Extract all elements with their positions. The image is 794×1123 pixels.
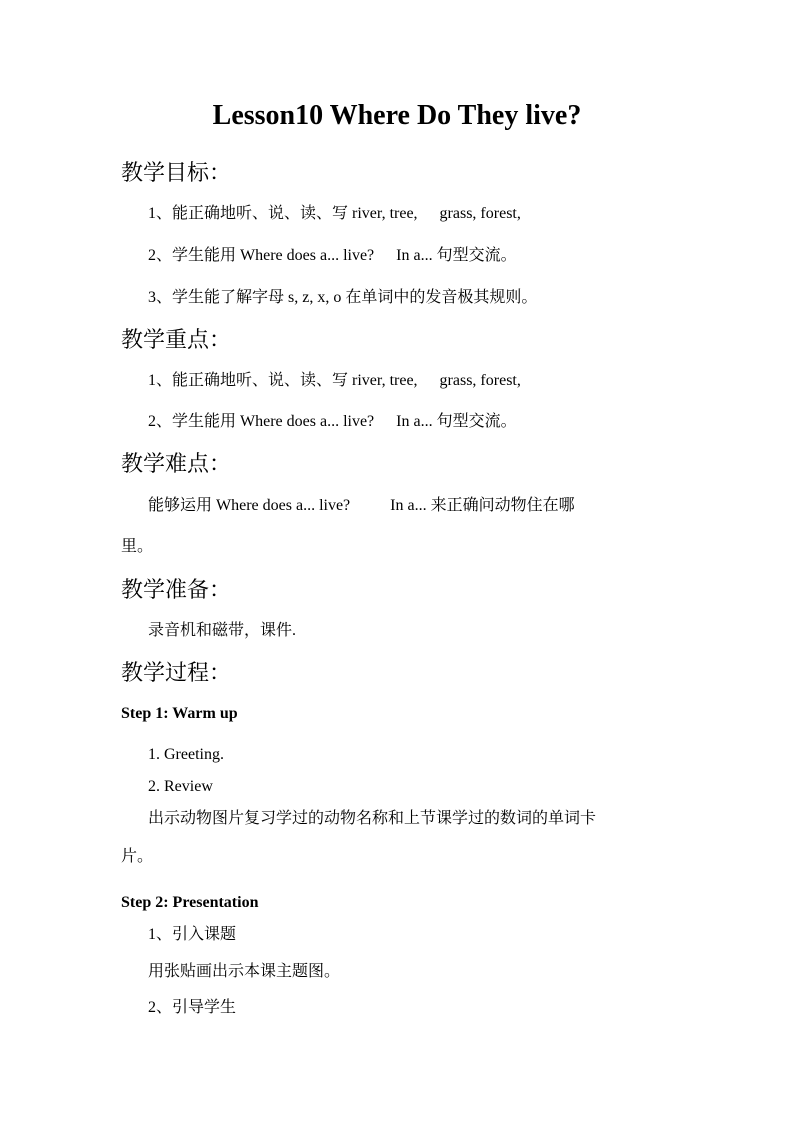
step-1-item-2: 2. Review [148, 778, 213, 795]
difficulty-line-1 [148, 494, 575, 518]
objective-item-2-b: In a... 句型交流。 [396, 247, 517, 264]
step-2-item-3: 2、引导学生 [148, 999, 237, 1016]
step-1-title: Step 1: Warm up [121, 705, 238, 722]
process-heading: 教学过程： [121, 660, 232, 685]
objective-item-1 [148, 202, 521, 226]
step-1-text-line-1: 出示动物图片复习学过的动物名称和上节课学过的数词的单词卡 [148, 810, 597, 827]
objective-item-3: 3、学生能了解字母 s, z, x, o 在单词中的发音极其规则。 [148, 289, 538, 306]
key-point-item-1-a: 1、能正确地听、说、读、写 river, tree, [148, 372, 418, 389]
objective-item-1-b: grass, forest, [439, 205, 521, 222]
objectives-heading: 教学目标： [121, 160, 232, 185]
difficulty-line-1-b: In a... 来正确问动物住在哪 [390, 497, 575, 514]
page-title: Lesson10 Where Do They live? [212, 100, 582, 131]
step-2-title: Step 2: Presentation [121, 894, 259, 911]
objective-item-1-a: 1、能正确地听、说、读、写 river, tree, [148, 205, 418, 222]
key-point-item-2-a: 2、学生能用 Where does a... live? [148, 413, 375, 430]
objective-item-2 [148, 244, 517, 268]
difficulty-line-2: 里。 [121, 538, 154, 555]
step-1-item-1: 1. Greeting. [148, 746, 224, 763]
step-2-item-1: 1、引入课题 [148, 926, 237, 943]
key-point-item-1-b: grass, forest, [439, 372, 521, 389]
key-point-item-2 [148, 410, 517, 434]
preparation-heading: 教学准备： [121, 577, 232, 602]
difficulty-line-1-a: 能够运用 Where does a... live? [148, 497, 351, 514]
objective-item-2-a: 2、学生能用 Where does a... live? [148, 247, 375, 264]
step-1-text-line-2: 片。 [121, 848, 154, 865]
key-points-heading: 教学重点： [121, 327, 232, 352]
step-2-item-2: 用张贴画出示本课主题图。 [148, 963, 341, 980]
key-point-item-1 [148, 369, 521, 393]
difficulties-heading: 教学难点： [121, 451, 232, 476]
preparation-text: 录音机和磁带，课件. [148, 622, 297, 639]
key-point-item-2-b: In a... 句型交流。 [396, 413, 517, 430]
